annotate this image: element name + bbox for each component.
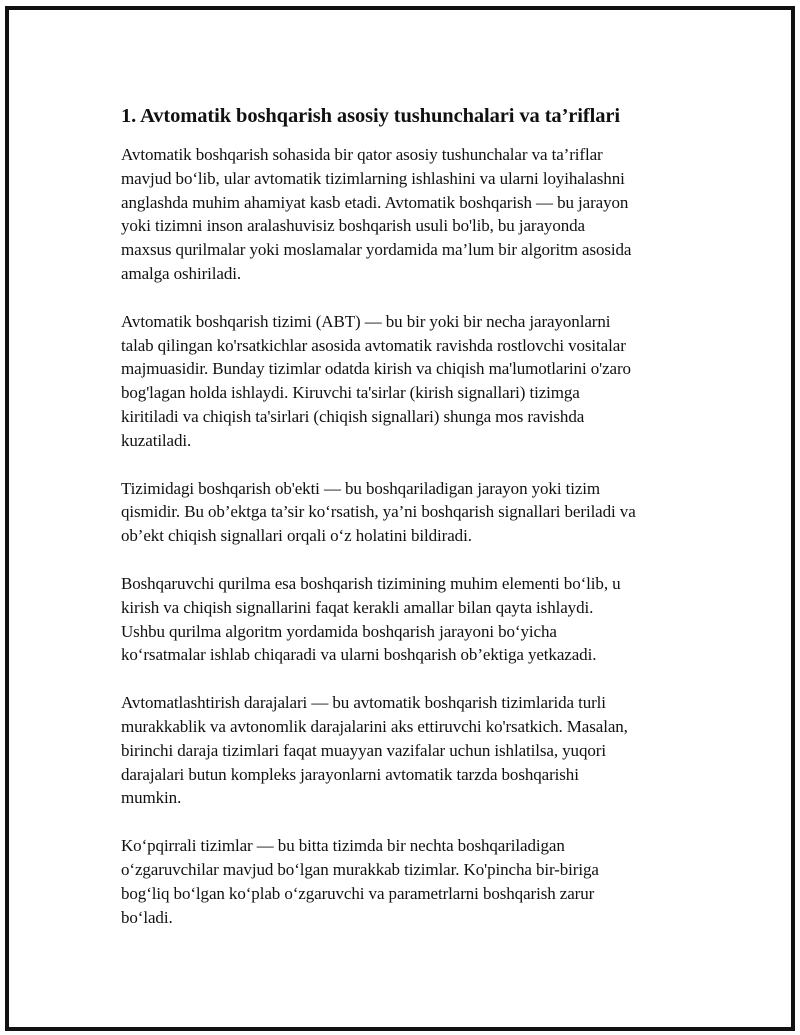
paragraph-avtomatik-boshqarish (121, 143, 705, 286)
text-line: kiritiladi va chiqish ta'sirlari (chiqish signallari) shunga mos ravishda (121, 406, 585, 426)
text-line: Tizimidagi boshqarish ob'ekti — bu boshqariladigan jarayon yoki tizim (121, 478, 601, 498)
text-line: ob’ekt chiqish signallari orqali o‘z holatini bildiradi. (121, 526, 472, 546)
text-line: yoki tizimni inson aralashuvisiz boshqarish usuli bo'lib, bu jarayonda (121, 216, 585, 236)
text-line: Ushbu qurilma algoritm yordamida boshqarish jarayoni bo‘yicha (121, 621, 557, 641)
text-line: mumkin. (121, 788, 182, 808)
paragraph-boshqaruvchi-qurilma (121, 572, 705, 667)
text-line: qismidir. Bu ob’ektga ta’sir ko‘rsatish, ya’ni boshqarish signallari beriladi va (121, 502, 636, 522)
text-line: Boshqaruvchi qurilma esa boshqarish tizimining muhim elementi bo‘lib, u (121, 573, 621, 593)
text-line: amalga oshiriladi. (121, 263, 241, 283)
text-line: birinchi daraja tizimlari faqat muayyan vazifalar uchun ishlatilsa, yuqori (121, 740, 606, 760)
text-line: kirish va chiqish signallarini faqat kerakli amallar bilan qayta ishlaydi. (121, 597, 594, 617)
text-line: bog‘liq bo‘lgan ko‘plab o‘zgaruvchi va parametrlarni boshqarish zarur (121, 883, 595, 903)
text-line: Avtomatlashtirish darajalari — bu avtomatik boshqarish tizimlarida turli (121, 693, 606, 713)
section-heading: 1. Avtomatik boshqarish asosiy tushunchalari va ta’riflari (121, 105, 620, 127)
paragraph-kopqirrali-tizimlar (121, 834, 705, 929)
paragraph-boshqarish-obekti (121, 477, 705, 548)
text-line: maxsus qurilmalar yoki moslamalar yordamida ma’lum bir algoritm asosida (121, 240, 632, 260)
text-line: ko‘rsatmalar ishlab chiqaradi va ularni boshqarish ob’ektiga yetkazadi. (121, 645, 597, 665)
text-line: Avtomatik boshqarish sohasida bir qator asosiy tushunchalar va ta’riflar (121, 145, 603, 164)
paragraph-abt (121, 310, 705, 453)
text-line: o‘zgaruvchilar mavjud bo‘lgan murakkab tizimlar. Ko'pincha bir-biriga (121, 859, 599, 879)
text-line: Ko‘pqirrali tizimlar — bu bitta tizimda bir nechta boshqariladigan (121, 836, 565, 856)
text-line: majmuasidir. Bunday tizimlar odatda kirish va chiqish ma'lumotlarini o'zaro (121, 359, 631, 379)
text-line: mavjud bo‘lib, ular avtomatik tizimlarning ishlashini va ularni loyihalashni (121, 168, 625, 188)
page-border (5, 6, 795, 1031)
text-line: darajalari butun kompleks jarayonlarni avtomatik tarzda boshqarishi (121, 764, 579, 784)
paragraph-avtomatlashtirish-darajalari (121, 691, 705, 810)
text-line: kuzatiladi. (121, 430, 192, 450)
text-line: talab qilingan ko'rsatkichlar asosida avtomatik ravishda rostlovchi vositalar (121, 335, 626, 355)
text-line: bog'lagan holda ishlaydi. Kiruvchi ta'sirlar (kirish signallari) tizimga (121, 383, 580, 403)
text-line: murakkablik va avtonomlik darajalarini aks ettiruvchi ko'rsatkich. Masalan, (121, 716, 628, 736)
document-body (121, 102, 705, 953)
text-line: anglashda muhim ahamiyat kasb etadi. Avtomatik boshqarish — bu jarayon (121, 192, 629, 212)
text-line: Avtomatik boshqarish tizimi (ABT) — bu bir yoki bir necha jarayonlarni (121, 311, 611, 331)
text-line: bo‘ladi. (121, 907, 173, 927)
